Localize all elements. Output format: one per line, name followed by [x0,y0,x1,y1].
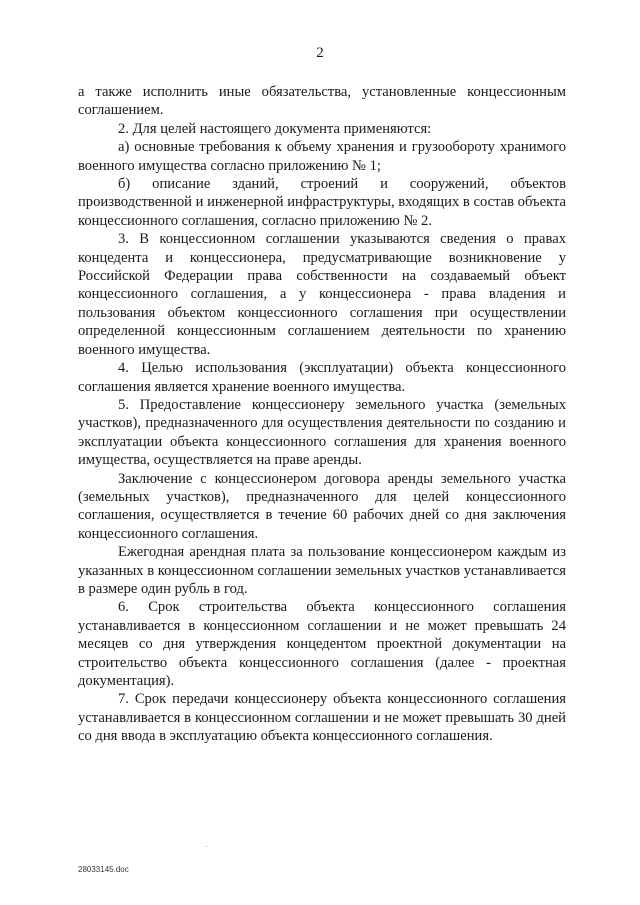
paragraph-item-2: 2. Для целей настоящего документа применяются: [118,120,432,137]
paragraph-item-4: 4. Целью использования (эксплуатации) объекта концессионного соглашения является хранение военного имущества. [78,360,566,395]
paragraph-item-6: 6. Срок строительства объекта концессионного соглашения устанавливается в концессионном соглашении и не может превышать 24 месяцев со дня утверждения концедентом проектной документации на строительство объекта концессионного соглашения (далее - проектная документация). [78,599,566,689]
page-number: 2 [316,45,324,61]
scan-speck [206,846,207,847]
paragraph-continuation: а также исполнить иные обязательства, установленные концессионным соглашением. [78,84,566,119]
paragraph-item-2a: а) основные требования к объему хранения и грузообороту хранимого военного имущества согласно приложению № 1; [78,139,566,174]
paragraph-item-3: 3. В концессионном соглашении указываются сведения о правах концедента и концессионера, предусматривающие возникновение у Российской Федерации права собственности на создаваемый объект концессионного соглашения, а у концессионера - права владения и пользования объектом концессионного соглашения при осуществлении определенной концессионным соглашением деятельности по хранению военного имущества. [78,231,566,358]
paragraph-annual-rent: Ежегодная арендная плата за пользование концессионером каждым из указанных в концессионном соглашении земельных участков устанавливается в размере один рубль в год. [78,544,566,597]
document-body [78,83,566,746]
paragraph-item-2b: б) описание зданий, строений и сооружений, объектов производственной и инженерной инфраструктуры, входящих в состав объекта концессионного соглашения, согласно приложению № 2. [78,176,566,229]
paragraph-item-5: 5. Предоставление концессионеру земельного участка (земельных участков), предназначенного для осуществления деятельности по созданию и эксплуатации объекта концессионного соглашения для хранения военного имущества, осуществляется на праве аренды. [78,396,566,469]
footer-filename: 28033145.doc [78,865,129,874]
paragraph-item-7: 7. Срок передачи концессионеру объекта концессионного соглашения устанавливается в концессионном соглашении и не может превышать 30 дней со дня ввода в эксплуатацию объекта концессионного соглашения. [78,691,566,745]
paragraph-lease-agreement: Заключение с концессионером договора аренды земельного участка (земельных участков), предназначенного для целей концессионного соглашения, осуществляется в течение 60 рабочих дней со дня заключения концессионного соглашения. [78,470,566,542]
